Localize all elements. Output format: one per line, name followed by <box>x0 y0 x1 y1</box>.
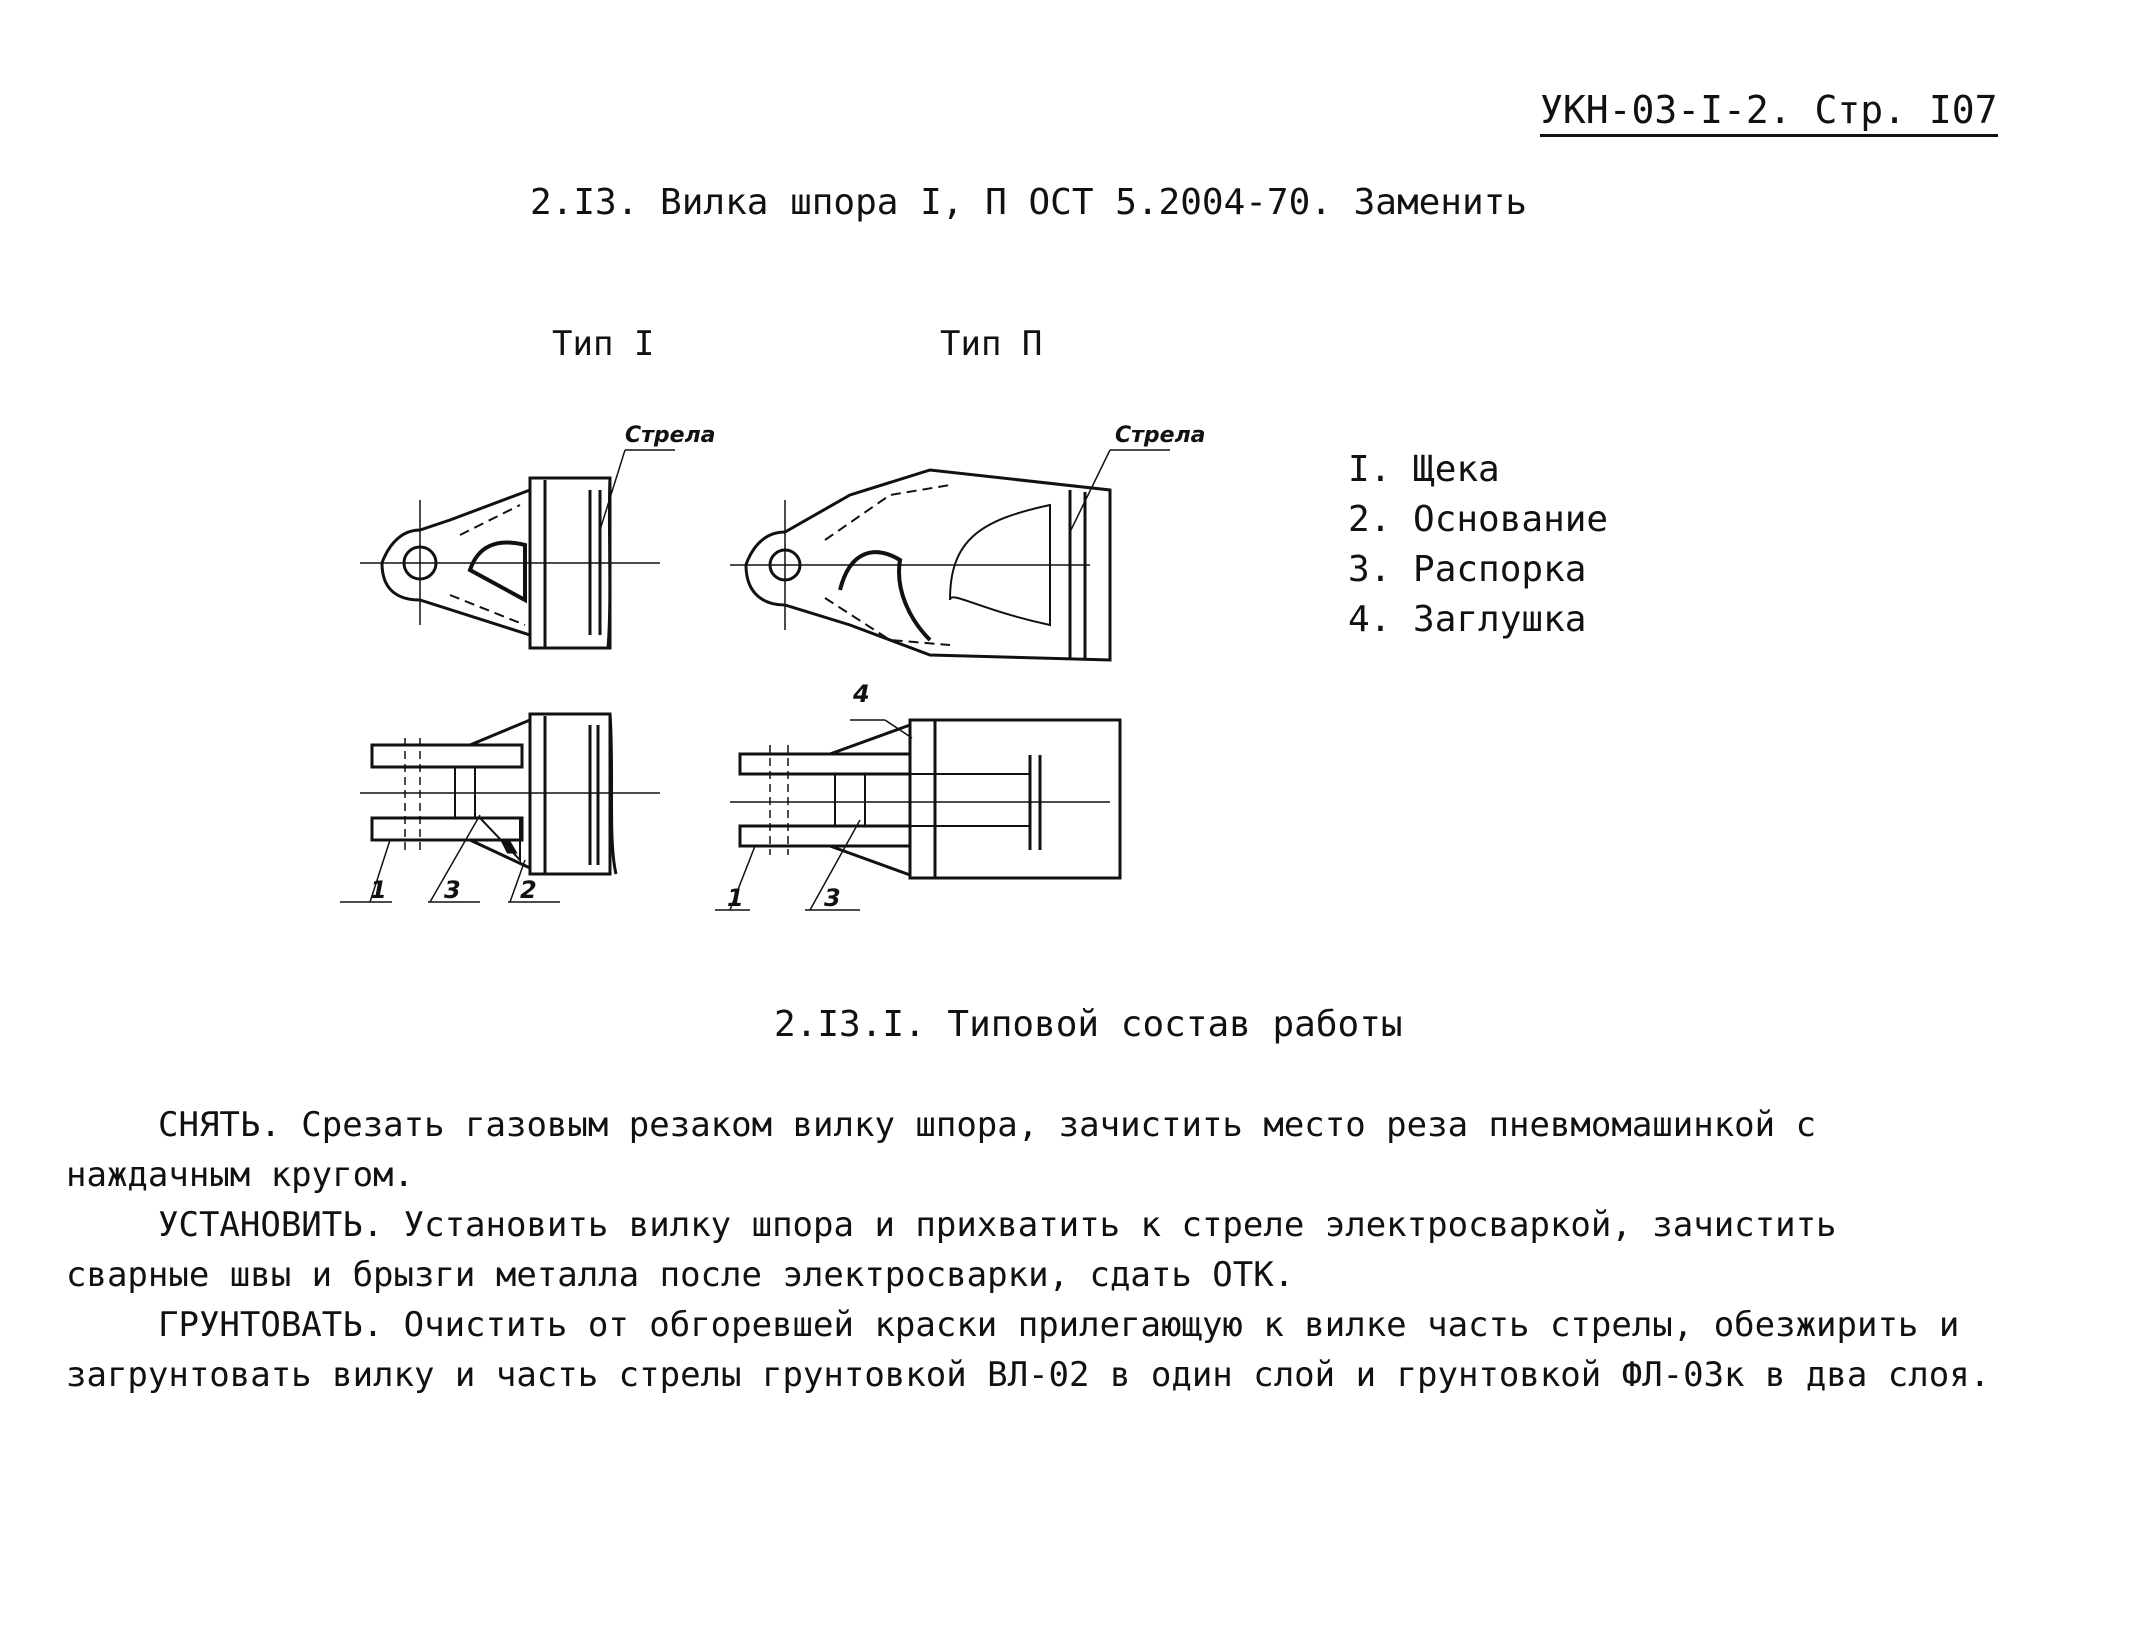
callout-1-type-1: 1 <box>370 876 387 904</box>
type-2-top-view <box>730 450 1170 660</box>
legend-item: 3. Распорка <box>1348 549 1587 590</box>
type-1-label: Тип I <box>552 324 655 364</box>
callout-1-type-2: 1 <box>727 884 744 912</box>
boom-label-type-1: Стрела <box>625 423 716 448</box>
legend-item: 4. Заглушка <box>1348 599 1587 640</box>
type-2-side-view <box>715 720 1120 910</box>
subsection-title: 2.I3.I. Типовой состав работы <box>774 1004 1403 1045</box>
document-reference: УКН-03-I-2. Стр. I07 <box>1540 88 1998 137</box>
type-1-side-view <box>340 714 660 902</box>
callout-3-type-1: 3 <box>444 876 461 904</box>
legend-item: 2. Основание <box>1348 499 1609 540</box>
section-title: 2.I3. Вилка шпора I, П ОСТ 5.2004-70. Заменить <box>530 182 1527 223</box>
paragraph-remove: СНЯТЬ. Срезать газовым резаком вилку шпора, зачистить место реза пневмомашинкой с наждачным кругом. <box>66 1105 1817 1195</box>
type-2-label: Тип П <box>940 324 1043 364</box>
callout-2-type-1: 2 <box>520 876 537 904</box>
spur-fork-drawing <box>330 420 1230 940</box>
type-1-top-view <box>360 450 675 648</box>
boom-label-type-2: Стрела <box>1115 423 1206 448</box>
paragraph-prime: ГРУНТОВАТЬ. Очистить от обгоревшей краски прилегающую к вилке часть стрелы, обезжирить и загрунтовать вилку и часть стрелы грунтовкой ВЛ-02 в один слой и грунтовкой ФЛ-03к в два слоя. <box>66 1305 1991 1395</box>
parts-legend <box>1348 445 1608 645</box>
paragraph-install: УСТАНОВИТЬ. Установить вилку шпора и прихватить к стреле электросваркой, зачистить сварные швы и брызги металла после электросварки, сдать ОТК. <box>66 1205 1837 1295</box>
work-description <box>66 1100 1996 1400</box>
callout-4-type-2: 4 <box>853 680 870 708</box>
callout-3-type-2: 3 <box>824 884 841 912</box>
legend-item: I. Щека <box>1348 449 1500 490</box>
